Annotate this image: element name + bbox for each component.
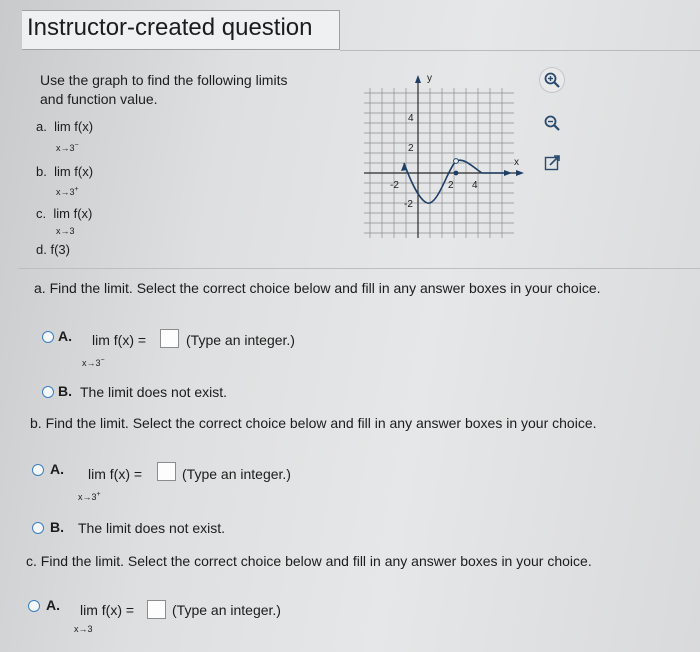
part-text: lim f(x) xyxy=(53,206,93,221)
popout-button[interactable] xyxy=(539,150,565,176)
part-c xyxy=(36,206,92,221)
radio-c-choice-a[interactable] xyxy=(28,600,40,612)
part-c-subscript: x→3 xyxy=(56,226,75,236)
part-letter: b. xyxy=(36,164,47,179)
part-b-subscript: x→3+ xyxy=(56,186,79,197)
page-title: Instructor-created question xyxy=(27,14,313,41)
zoom-out-button[interactable] xyxy=(539,110,565,136)
question-b: b. Find the limit. Select the correct choice below and fill in any answer boxes in your choice. xyxy=(30,415,597,431)
answer-input-c[interactable] xyxy=(147,600,166,619)
part-letter: a. xyxy=(36,119,47,134)
part-text: f(3) xyxy=(50,242,70,257)
choice-a-limit: lim f(x) = xyxy=(80,602,135,618)
prompt-line-1: Use the graph to find the following limits xyxy=(40,72,288,88)
choice-a-subscript: x→3 xyxy=(74,624,93,634)
choice-b-text: The limit does not exist. xyxy=(78,520,226,536)
choice-b-text: The limit does not exist. xyxy=(80,384,228,400)
x-axis-arrow xyxy=(516,170,524,176)
tick-label-x4: 4 xyxy=(472,180,478,191)
choice-hint: (Type an integer.) xyxy=(182,466,291,482)
choice-a-limit: lim f(x) = xyxy=(88,466,143,482)
choice-letter: B. xyxy=(58,383,72,399)
open-point xyxy=(454,159,459,164)
part-text: lim f(x) xyxy=(54,164,94,179)
choice-letter: B. xyxy=(50,519,64,535)
part-a xyxy=(36,119,93,134)
popout-icon xyxy=(543,154,561,172)
choice-hint: (Type an integer.) xyxy=(186,332,295,348)
graph-axes xyxy=(364,81,519,238)
y-axis-label: y xyxy=(427,73,432,84)
zoom-out-icon xyxy=(543,114,561,132)
x-axis-label: x xyxy=(514,157,519,168)
graph-grid xyxy=(364,88,514,238)
question-c: c. Find the limit. Select the correct choice below and fill in any answer boxes in your choice. xyxy=(26,553,592,569)
function-graph xyxy=(364,73,524,243)
zoom-in-button[interactable] xyxy=(539,67,565,93)
choice-a-limit: lim f(x) = xyxy=(92,332,147,348)
choice-letter: A. xyxy=(46,597,60,613)
part-b xyxy=(36,164,93,179)
zoom-in-icon xyxy=(543,71,561,89)
answer-input-a[interactable] xyxy=(160,329,179,348)
tick-label-x2: 2 xyxy=(448,180,454,191)
answer-input-b[interactable] xyxy=(157,462,176,481)
curve-right-arrow xyxy=(504,170,512,176)
part-text: lim f(x) xyxy=(54,119,94,134)
part-d xyxy=(36,242,70,257)
choice-hint: (Type an integer.) xyxy=(172,602,281,618)
closed-point xyxy=(454,171,459,176)
radio-a-choice-b[interactable] xyxy=(42,386,54,398)
question-a: a. Find the limit. Select the correct choice below and fill in any answer boxes in your choice. xyxy=(34,280,601,296)
prompt xyxy=(40,71,287,109)
radio-b-choice-b[interactable] xyxy=(32,522,44,534)
curve-right-branch xyxy=(456,160,506,173)
header-divider xyxy=(340,50,700,51)
prompt-line-2: and function value. xyxy=(40,91,158,107)
tick-label-y2: 2 xyxy=(408,143,414,154)
tick-label-x-neg2: -2 xyxy=(390,180,399,191)
tick-label-y-neg2: -2 xyxy=(404,199,413,210)
y-axis-arrow xyxy=(415,75,421,83)
choice-a-subscript: x→3− xyxy=(82,357,105,368)
radio-a-choice-a[interactable] xyxy=(42,331,54,343)
section-divider xyxy=(18,268,700,269)
choice-letter: A. xyxy=(50,461,64,477)
choice-letter: A. xyxy=(58,328,72,344)
part-letter: d. xyxy=(36,242,47,257)
radio-b-choice-a[interactable] xyxy=(32,464,44,476)
part-letter: c. xyxy=(36,206,47,221)
choice-a-subscript: x→3+ xyxy=(78,491,101,502)
tick-label-y4: 4 xyxy=(408,113,414,124)
part-a-subscript: x→3− xyxy=(56,142,79,153)
